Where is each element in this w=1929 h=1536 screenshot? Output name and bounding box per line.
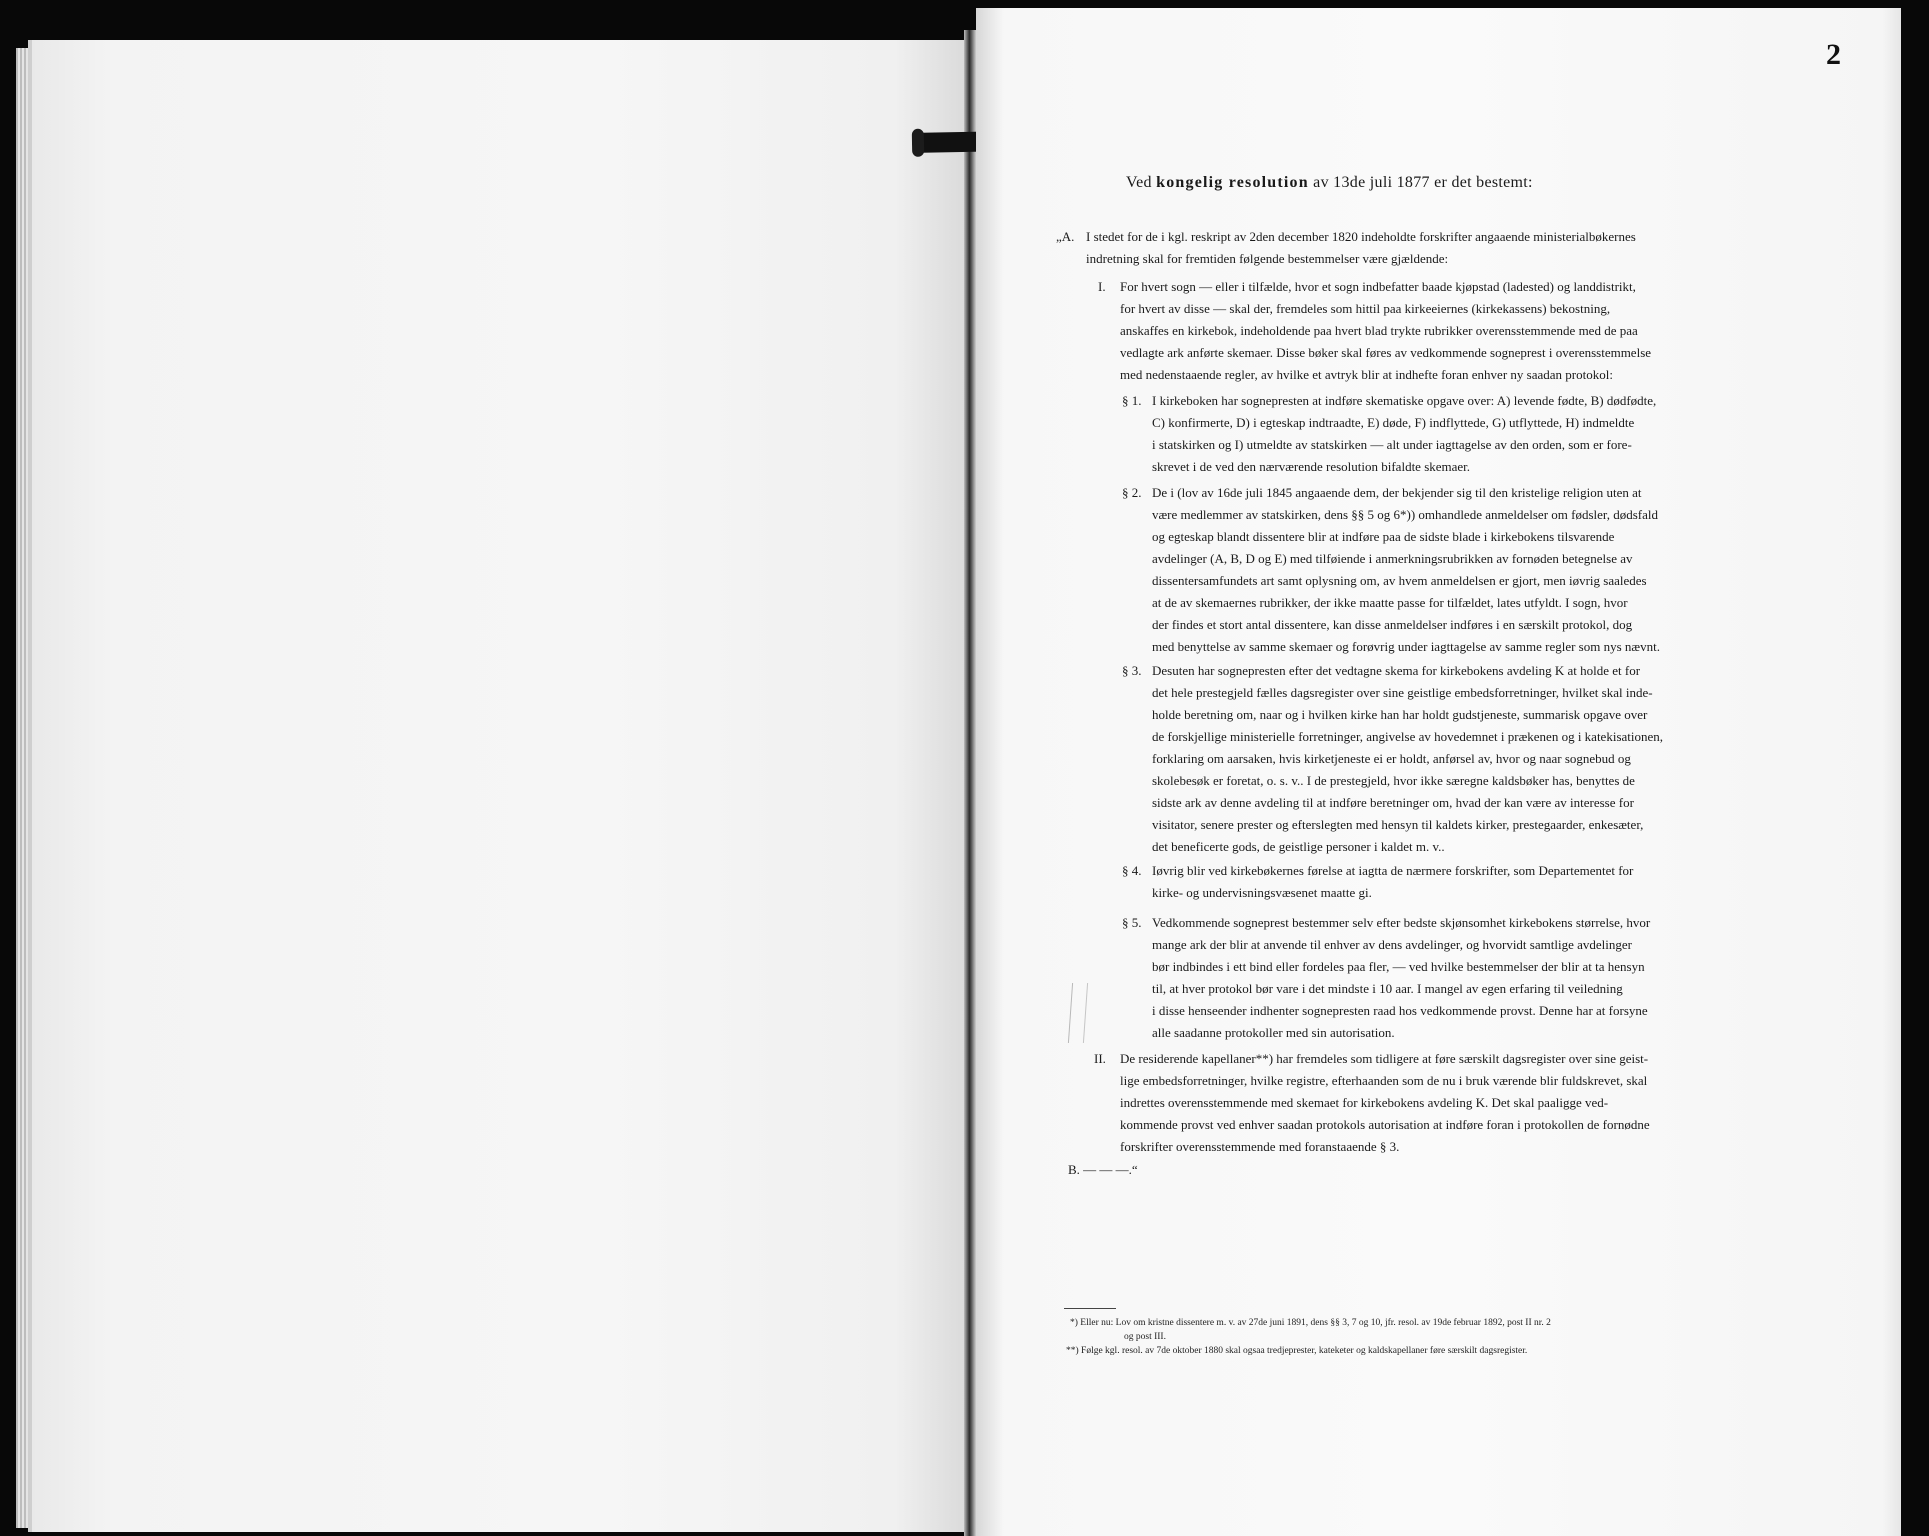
footnote-2: **) Følge kgl. resol. av 7de oktober 1880 skal ogsaa tredjeprester, kateketer og kaldskapellaner føre særskilt dagsregister. — [1066, 1346, 1528, 1356]
part-ii-line: forskrifter overensstemmende med foranstaaende § 3. — [1120, 1139, 1400, 1154]
paragraph-1-line: I kirkeboken har sognepresten at indføre skematiske opgave over: A) levende fødte, B) dødfødte, — [1152, 393, 1657, 408]
paragraph-2-text — [1152, 482, 1776, 658]
part-i-line: for hvert av disse — skal der, fremdeles som hittil paa kirkeeiernes (kirkekassens) bekostning, — [1120, 301, 1611, 316]
part-ii-line: lige embedsforretninger, hvilke registre, efterhaanden som de nu i bruk værende blir fuldskrevet, skal — [1120, 1073, 1648, 1088]
paragraph-2-line: dissentersamfundets art samt oplysning om, av hvem anmeldelsen er gjort, men iøvrig saaledes — [1152, 573, 1647, 588]
paragraph-1-line: C) konfirmerte, D) i egteskap indtraadte, E) døde, F) indflyttede, G) utflyttede, H) indmeldte — [1152, 415, 1635, 430]
part-ii-text — [1120, 1048, 1776, 1158]
paragraph-5-line: Vedkommende sogneprest bestemmer selv efter bedste skjønsomhet kirkebokens størrelse, hvor — [1152, 915, 1651, 930]
paragraph-3-line: det hele prestegjeld fælles dagsregister over sine geistlige embedsforretninger, hvilket skal inde- — [1152, 685, 1653, 700]
page-number: 2 — [1826, 38, 1841, 71]
section-a-line: I stedet for de i kgl. reskript av 2den december 1820 indeholdte forskrifter angaaende ministerialbøkernes — [1086, 229, 1636, 244]
part-ii-line: De residerende kapellaner**) har fremdeles som tidligere at føre særskilt dagsregister over sine geist- — [1120, 1051, 1649, 1066]
part-i-text — [1120, 276, 1776, 386]
paragraph-5-line: mange ark der blir at anvende til enhver av dens avdelinger, og hvorvidt samtlige avdelinger — [1152, 937, 1632, 952]
book-gutter — [964, 30, 976, 1536]
paragraph-3-line: de forskjellige ministerielle forretninger, angivelse av hovedemnet i prækenen og i katekisationen, — [1152, 729, 1664, 744]
part-i-line: anskaffes en kirkebok, indeholdende paa hvert blad trykte rubrikker overensstemmende med de paa — [1120, 323, 1638, 338]
paragraph-1-text — [1152, 390, 1776, 478]
footnote-1: *) Eller nu: Lov om kristne dissentere m. v. av 27de juni 1891, dens §§ 3, 7 og 10, jfr. resol. av 19de februar 1892, post II nr. 2 — [1070, 1318, 1551, 1328]
paragraph-2-line: avdelinger (A, B, D og E) med tilføiende i anmerkningsrubrikken av fornøden betegnelse av — [1152, 551, 1633, 566]
paragraph-5-marker: § 5. — [1122, 915, 1142, 930]
section-b: B. — — —.“ — [1068, 1162, 1138, 1177]
paragraph-3-line: holde beretning om, naar og i hvilken kirke han har holdt gudstjeneste, summarisk opgave over — [1152, 707, 1648, 722]
right-page — [976, 8, 1901, 1536]
paragraph-3-line: visitator, senere prester og efterslegten med hensyn til kaldets kirker, prestegaarder, enkesæter, — [1152, 817, 1644, 832]
section-a-line: indretning skal for fremtiden følgende bestemmelser være gjældende: — [1086, 251, 1449, 266]
paragraph-3-line: forklaring om aarsaken, hvis kirketjeneste ei er holdt, anførsel av, hvor og naar sognebud og — [1152, 751, 1631, 766]
paragraph-5-line: i disse henseender indhenter sognepresten raad hos vedkommende provst. Denne har at forsyne — [1152, 1003, 1648, 1018]
paragraph-2-line: være medlemmer av statskirken, dens §§ 5 og 6*)) omhandlede anmeldelser om fødsler, dødsfald — [1152, 507, 1658, 522]
paragraph-3-text — [1152, 660, 1776, 858]
pencil-mark — [1068, 983, 1088, 1043]
paragraph-3-line: Desuten har sognepresten efter det vedtagne skema for kirkebokens avdeling K at holde et for — [1152, 663, 1641, 678]
part-i-marker: I. — [1098, 279, 1106, 294]
page-content — [976, 8, 1901, 1536]
footnote-rule — [1064, 1308, 1116, 1309]
footnote-1-cont: og post III. — [1124, 1332, 1166, 1342]
part-ii-line: indrettes overensstemmende med skemaet for kirkebokens avdeling K. Det skal paaligge ved- — [1120, 1095, 1609, 1110]
paragraph-1-line: i statskirken og I) utmeldte av statskirken — alt under iagttagelse av den orden, som er fore- — [1152, 437, 1632, 452]
paragraph-5-line: alle saadanne protokoller med sin autorisation. — [1152, 1025, 1395, 1040]
paragraph-3-line: det beneficerte gods, de geistlige personer i kaldet m. v.. — [1152, 839, 1445, 854]
heading-bold: kongelig resolution — [1156, 174, 1309, 191]
part-i-line: For hvert sogn — eller i tilfælde, hvor et sogn indbefatter baade kjøpstad (ladested) og landdistrikt, — [1120, 279, 1636, 294]
paragraph-5-line: til, at hver protokol bør vare i det mindste i 10 aar. I mangel av egen erfaring til veiledning — [1152, 981, 1623, 996]
paragraph-2-line: De i (lov av 16de juli 1845 angaaende dem, der bekjender sig til den kristelige religion uten at — [1152, 485, 1642, 500]
left-page-blank — [28, 40, 970, 1532]
heading-suffix: av 13de juli 1877 er det bestemt: — [1313, 174, 1533, 191]
paragraph-5-text — [1152, 912, 1776, 1044]
part-ii-marker: II. — [1094, 1051, 1106, 1066]
section-a-text — [1086, 226, 1776, 270]
paragraph-2-line: at de av skemaernes rubrikker, der ikke maatte passe for tilfældet, lates utfyldt. I sogn, hvor — [1152, 595, 1628, 610]
paragraph-3-marker: § 3. — [1122, 663, 1142, 678]
paragraph-4-text — [1152, 860, 1776, 904]
section-a-marker: „A. — [1056, 229, 1075, 244]
paragraph-3-line: skolebesøk er foretat, o. s. v.. I de prestegjeld, hvor ikke særegne kaldsbøker has, benyttes de — [1152, 773, 1635, 788]
paragraph-4-line: kirke- og undervisningsvæsenet maatte gi. — [1152, 885, 1372, 900]
resolution-heading — [1126, 174, 1726, 192]
paragraph-2-line: og egteskap blandt dissentere blir at indføre paa de sidste blade i kirkebokens tilsvarende — [1152, 529, 1615, 544]
part-i-line: med nedenstaaende regler, av hvilke et avtryk blir at indhefte foran enhver ny saadan protokol: — [1120, 367, 1613, 382]
paragraph-2-line: med benyttelse av samme skemaer og forøvrig under iagttagelse av samme regler som nys nævnt. — [1152, 639, 1660, 654]
paragraph-2-line: der findes et stort antal dissentere, kan disse anmeldelser indføres i en særskilt protokol, dog — [1152, 617, 1633, 632]
paragraph-1-marker: § 1. — [1122, 393, 1142, 408]
part-ii-line: kommende provst ved enhver saadan protokols autorisation at indføre foran i protokollen de fornødne — [1120, 1117, 1650, 1132]
paragraph-5-line: bør indbindes i ett bind eller fordeles paa fler, — ved hvilke bestemmelser der blir at ta hensyn — [1152, 959, 1645, 974]
paragraph-2-marker: § 2. — [1122, 485, 1142, 500]
part-i-line: vedlagte ark anførte skemaer. Disse bøker skal føres av vedkommende sogneprest i overensstemmelse — [1120, 345, 1652, 360]
paragraph-1-line: skrevet i de ved den nærværende resolution bifaldte skemaer. — [1152, 459, 1471, 474]
paragraph-4-marker: § 4. — [1122, 863, 1142, 878]
paragraph-4-line: Iøvrig blir ved kirkebøkernes førelse at iagtta de nærmere forskrifter, som Departementet for — [1152, 863, 1634, 878]
heading-prefix: Ved — [1126, 174, 1152, 191]
paragraph-3-line: sidste ark av denne avdeling til at indføre beretninger om, hvad der kan være av interesse for — [1152, 795, 1634, 810]
